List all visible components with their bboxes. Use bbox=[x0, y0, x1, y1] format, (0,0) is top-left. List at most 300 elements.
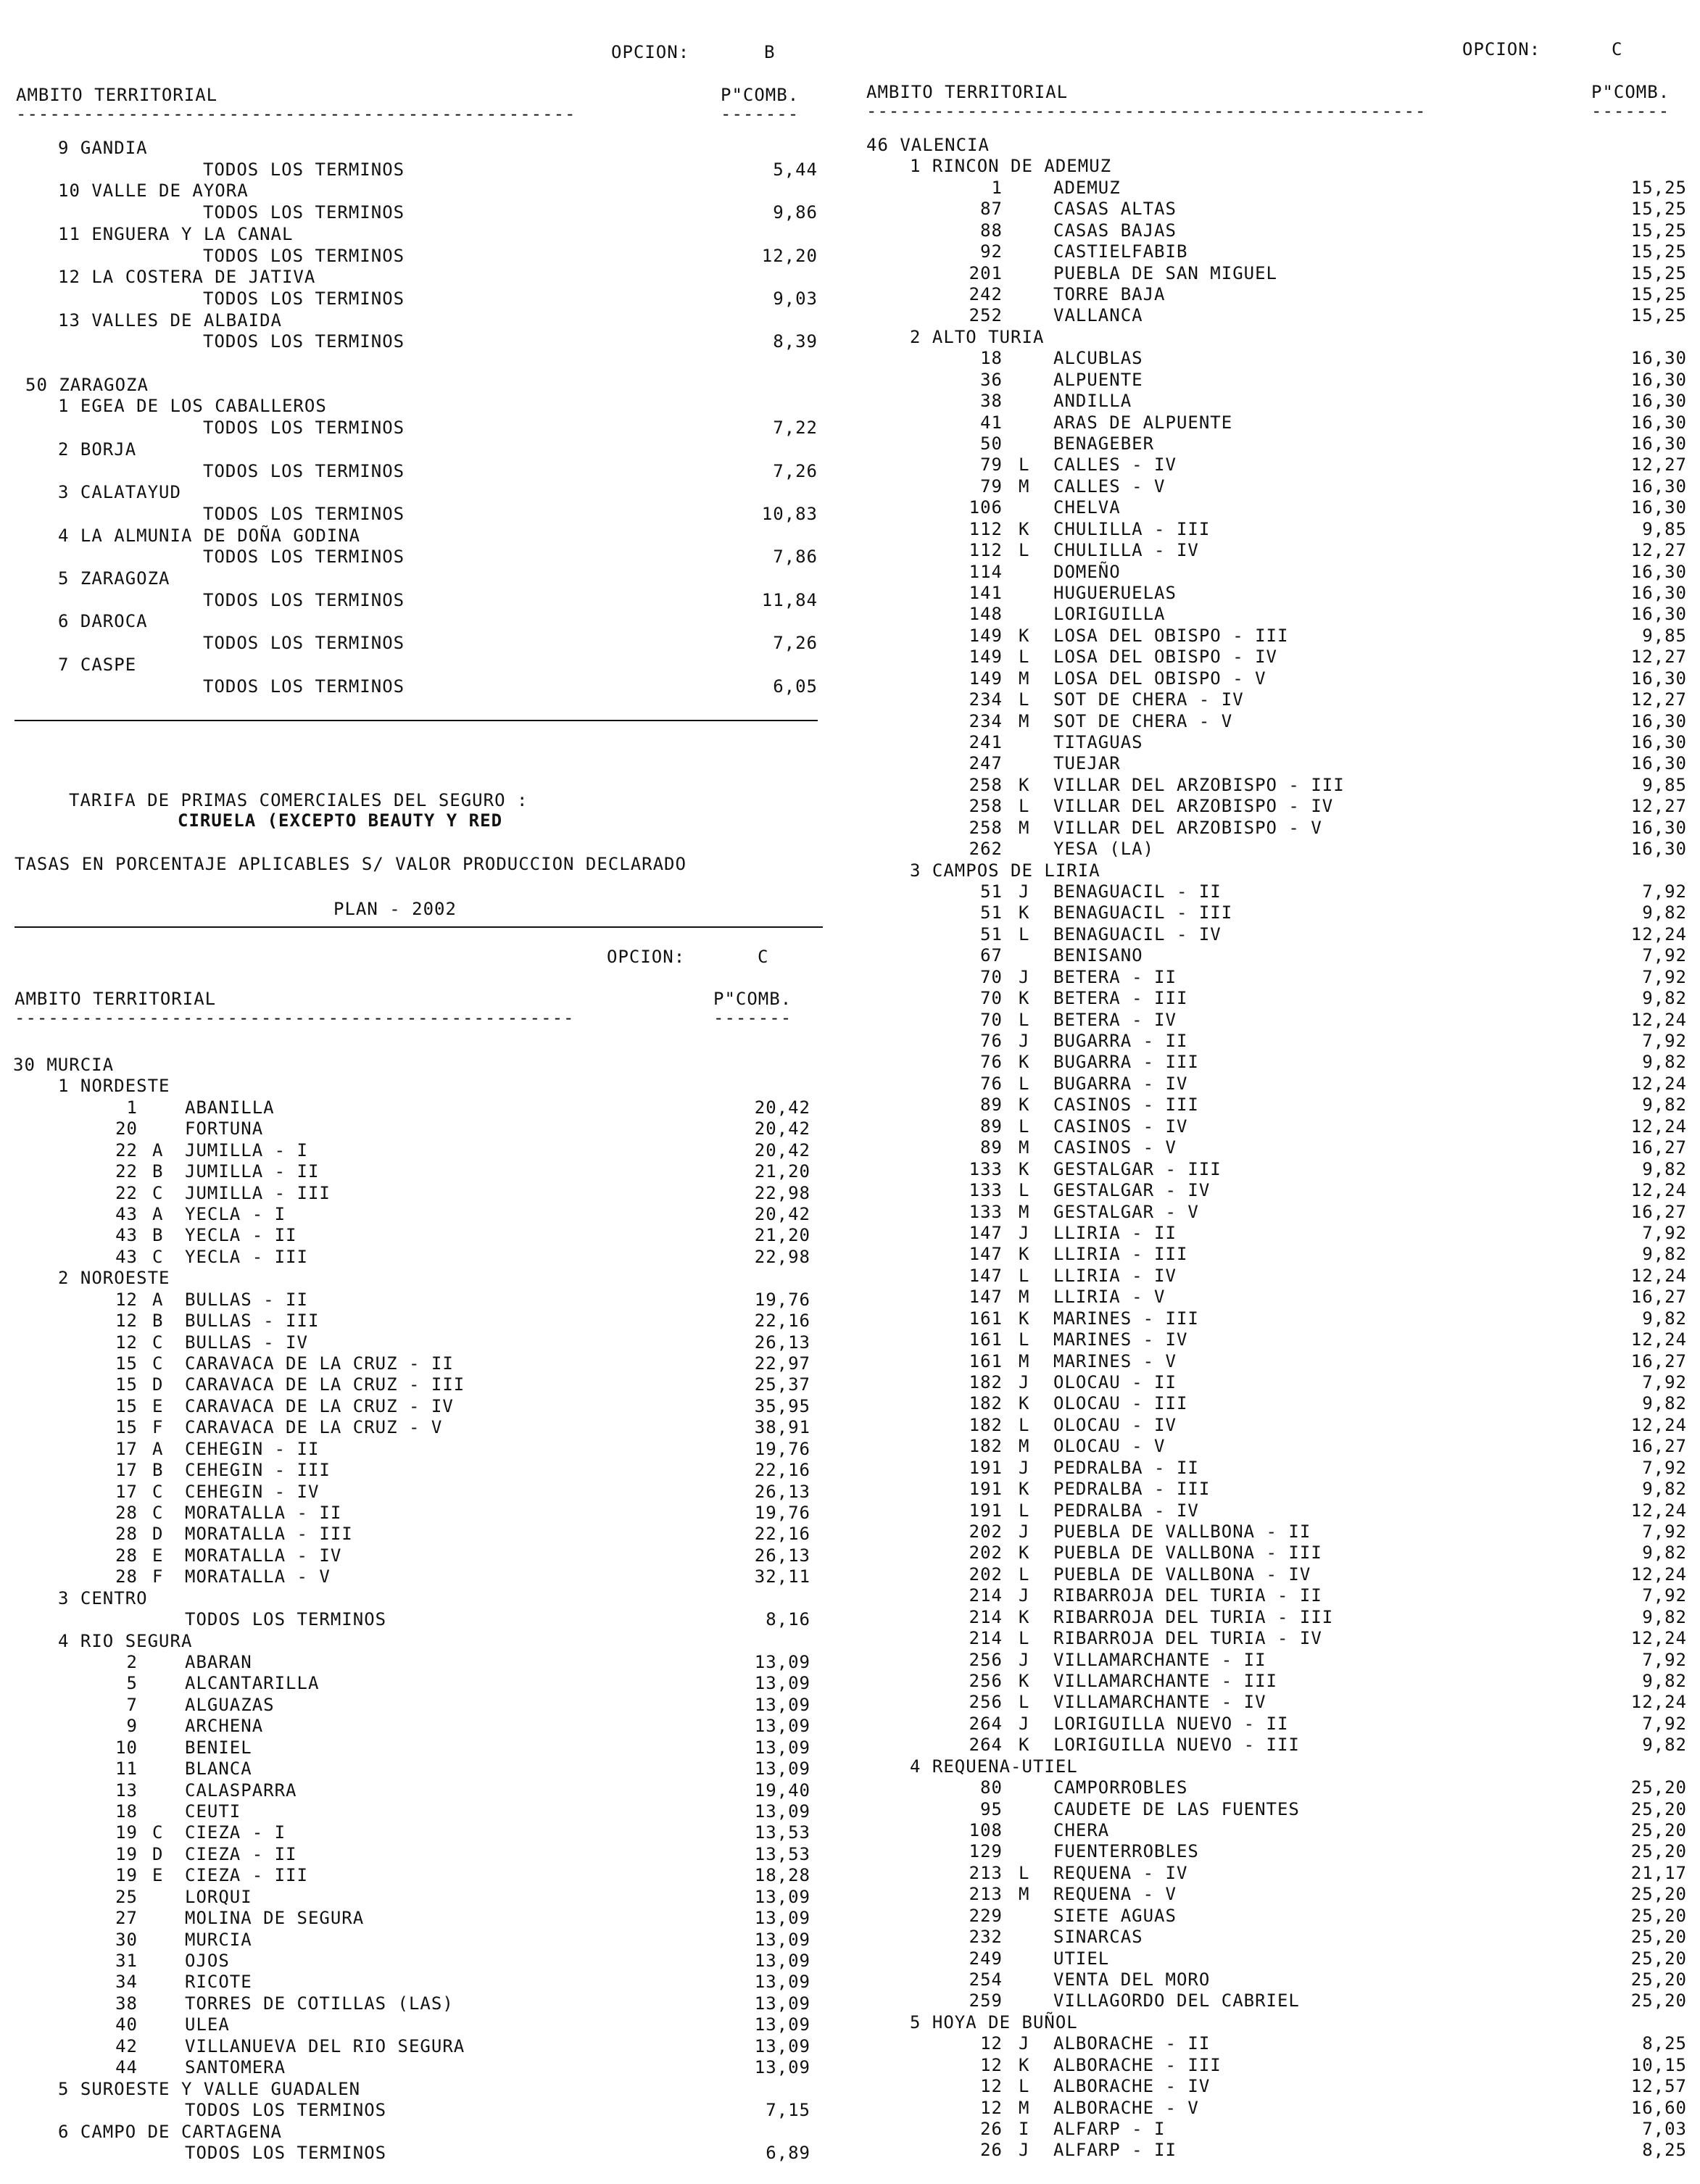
municipality-code: 70 bbox=[980, 988, 1003, 1009]
premium-rate: 12,24 bbox=[1630, 1628, 1687, 1649]
zone-suffix: J bbox=[1019, 1031, 1030, 1052]
premium-rate: 9,82 bbox=[1642, 1393, 1687, 1414]
municipality-name: ARAS DE ALPUENTE bbox=[1053, 412, 1233, 433]
zone-suffix: F bbox=[152, 1417, 164, 1438]
premium-rate: 13,09 bbox=[754, 1716, 810, 1737]
municipality-name: RIBARROJA DEL TURIA - III bbox=[1053, 1606, 1334, 1627]
zone-suffix: L bbox=[1019, 1180, 1030, 1201]
municipality-name: LLIRIA - V bbox=[1053, 1287, 1166, 1308]
table-row bbox=[0, 1332, 810, 1354]
premium-rate: 12,57 bbox=[1630, 2076, 1687, 2097]
municipality-code: 12 bbox=[980, 2054, 1003, 2075]
municipality-code: 50 bbox=[980, 433, 1003, 454]
table-row bbox=[866, 1650, 1687, 1672]
table-row bbox=[866, 1500, 1687, 1522]
table-row bbox=[0, 267, 818, 288]
premium-rate: 22,98 bbox=[754, 1246, 810, 1267]
table-row bbox=[866, 626, 1687, 647]
municipality-name: LORIGUILLA NUEVO - III bbox=[1053, 1735, 1300, 1756]
premium-rate: 16,30 bbox=[1630, 604, 1687, 625]
zone-suffix: M bbox=[1019, 2097, 1030, 2118]
municipality-name: ALBORACHE - V bbox=[1053, 2097, 1199, 2118]
municipality-code: 28 bbox=[115, 1566, 138, 1587]
municipality-code: 22 bbox=[115, 1139, 138, 1160]
table-row bbox=[0, 2014, 810, 2036]
table-row bbox=[866, 1052, 1687, 1074]
table-row bbox=[0, 1055, 810, 1076]
zone-suffix: K bbox=[1019, 902, 1030, 923]
municipality-name: VILLAGORDO DEL CABRIEL bbox=[1053, 1990, 1300, 2011]
zone-suffix: M bbox=[1019, 1201, 1030, 1222]
table-row bbox=[866, 348, 1687, 370]
municipality-name: CASINOS - III bbox=[1053, 1095, 1199, 1116]
table-row bbox=[0, 1482, 810, 1503]
premium-rate: 26,13 bbox=[754, 1481, 810, 1502]
municipality-code: 43 bbox=[115, 1225, 138, 1246]
municipality-name: BETERA - IV bbox=[1053, 1009, 1177, 1030]
municipality-code: 19 bbox=[115, 1822, 138, 1843]
municipality-code: 92 bbox=[980, 241, 1003, 262]
table-row bbox=[866, 497, 1687, 519]
municipality-code: 89 bbox=[980, 1137, 1003, 1158]
zone-suffix: M bbox=[1019, 1287, 1030, 1308]
table-row bbox=[866, 540, 1687, 562]
premium-rate: 12,24 bbox=[1630, 1564, 1687, 1585]
premium-rate: 16,30 bbox=[1630, 497, 1687, 518]
premium-rate: 16,30 bbox=[1630, 433, 1687, 454]
premium-rate: 16,30 bbox=[1630, 348, 1687, 369]
table-row bbox=[866, 327, 1687, 349]
table-row bbox=[866, 1607, 1687, 1629]
municipality-name: CASAS BAJAS bbox=[1053, 220, 1177, 241]
header-divider: ------- bbox=[1591, 101, 1670, 121]
municipality-name: CAUDETE DE LAS FUENTES bbox=[1053, 1798, 1300, 1819]
municipality-code: 15 bbox=[115, 1395, 138, 1416]
municipality-code: 70 bbox=[980, 966, 1003, 987]
premium-rate: 20,42 bbox=[754, 1139, 810, 1160]
table-row bbox=[0, 1887, 810, 1909]
table-row bbox=[0, 353, 818, 375]
zone-suffix: M bbox=[1019, 476, 1030, 497]
premium-rate: 12,24 bbox=[1630, 1329, 1687, 1350]
municipality-code: 11 bbox=[115, 1759, 138, 1780]
premium-rate: 21,20 bbox=[754, 1225, 810, 1246]
municipality-code: 28 bbox=[115, 1545, 138, 1566]
premium-rate: 7,92 bbox=[1642, 1649, 1687, 1670]
zone-suffix: B bbox=[152, 1460, 164, 1481]
table-row bbox=[0, 1118, 810, 1140]
municipality-code: 89 bbox=[980, 1116, 1003, 1137]
table-row bbox=[866, 391, 1687, 412]
table-row bbox=[866, 2012, 1687, 2034]
municipality-name: PUEBLA DE VALLBONA - III bbox=[1053, 1542, 1322, 1564]
table-row bbox=[866, 1884, 1687, 1906]
province-name: 46 VALENCIA bbox=[866, 135, 990, 155]
table-row bbox=[0, 2100, 810, 2122]
plan-divider bbox=[14, 926, 823, 928]
table-row bbox=[0, 1161, 810, 1183]
table-row bbox=[0, 2122, 810, 2143]
all-terms-label: TODOS LOS TERMINOS bbox=[203, 460, 405, 481]
municipality-code: 79 bbox=[980, 454, 1003, 476]
table-row bbox=[0, 2079, 810, 2101]
table-row bbox=[0, 1993, 810, 2015]
municipality-name: RIBARROJA DEL TURIA - II bbox=[1053, 1585, 1322, 1606]
option-label-c: OPCION: bbox=[607, 947, 686, 967]
premium-rate: 7,92 bbox=[1642, 966, 1687, 987]
municipality-code: 258 bbox=[969, 817, 1003, 838]
table-row bbox=[866, 1927, 1687, 1948]
premium-rate: 7,92 bbox=[1642, 1713, 1687, 1734]
premium-rate: 16,30 bbox=[1630, 817, 1687, 838]
municipality-name: OLOCAU - V bbox=[1053, 1436, 1166, 1457]
municipality-name: BENIEL bbox=[185, 1737, 252, 1758]
municipality-code: 256 bbox=[969, 1649, 1003, 1670]
municipality-code: 26 bbox=[980, 2140, 1003, 2161]
municipality-name: YESA (LA) bbox=[1053, 839, 1155, 860]
table-row bbox=[866, 1031, 1687, 1052]
premium-rate: 16,30 bbox=[1630, 668, 1687, 689]
municipality-code: 214 bbox=[969, 1585, 1003, 1606]
premium-rate: 12,27 bbox=[1630, 454, 1687, 476]
table-row bbox=[866, 1777, 1687, 1799]
zone-suffix: L bbox=[1019, 647, 1030, 668]
premium-rate: 13,09 bbox=[754, 1694, 810, 1715]
table-row bbox=[0, 1460, 810, 1482]
municipality-name: CALASPARRA bbox=[185, 1780, 297, 1801]
table-row bbox=[866, 1906, 1687, 1927]
municipality-name: VILLAR DEL ARZOBISPO - V bbox=[1053, 817, 1322, 838]
zone-suffix: L bbox=[1019, 540, 1030, 561]
premium-rate: 11,84 bbox=[761, 589, 818, 610]
all-terms-label: TODOS LOS TERMINOS bbox=[203, 633, 405, 654]
table-row bbox=[0, 1140, 810, 1162]
zone-suffix: L bbox=[1019, 1073, 1030, 1094]
municipality-name: TUEJAR bbox=[1053, 753, 1121, 774]
municipality-code: 13 bbox=[115, 1780, 138, 1801]
municipality-code: 249 bbox=[969, 1948, 1003, 1969]
zone-suffix: B bbox=[152, 1161, 164, 1182]
premium-rate: 25,37 bbox=[754, 1374, 810, 1395]
premium-rate: 13,53 bbox=[754, 1843, 810, 1864]
table-row bbox=[866, 1863, 1687, 1885]
premium-rate: 25,20 bbox=[1630, 1927, 1687, 1948]
municipality-name: VILLAR DEL ARZOBISPO - IV bbox=[1053, 796, 1334, 817]
zone-suffix: K bbox=[1019, 1052, 1030, 1073]
header-divider: -------------------------------------------------- bbox=[866, 101, 1427, 121]
zone-suffix: J bbox=[1019, 1521, 1030, 1542]
premium-rate: 9,82 bbox=[1642, 1095, 1687, 1116]
municipality-code: 202 bbox=[969, 1521, 1003, 1542]
table-row bbox=[866, 284, 1687, 306]
municipality-name: BENAGEBER bbox=[1053, 433, 1155, 454]
premium-rate: 12,27 bbox=[1630, 689, 1687, 710]
municipality-code: 17 bbox=[115, 1481, 138, 1502]
all-terms-label: TODOS LOS TERMINOS bbox=[203, 202, 405, 223]
municipality-code: 182 bbox=[969, 1393, 1003, 1414]
table-row bbox=[866, 1841, 1687, 1863]
header-prima: P"COMB. bbox=[713, 989, 792, 1009]
municipality-name: TITAGUAS bbox=[1053, 732, 1143, 753]
premium-rate: 25,20 bbox=[1630, 1798, 1687, 1819]
zone-suffix: C bbox=[152, 1246, 164, 1267]
table-row bbox=[866, 2033, 1687, 2055]
zone-suffix: J bbox=[1019, 881, 1030, 902]
municipality-name: VALLANCA bbox=[1053, 305, 1143, 326]
table-row bbox=[866, 135, 1687, 157]
municipality-code: 87 bbox=[980, 199, 1003, 220]
table-row bbox=[0, 655, 818, 676]
premium-rate: 15,25 bbox=[1630, 284, 1687, 304]
zone-suffix: M bbox=[1019, 1350, 1030, 1371]
table-row bbox=[866, 604, 1687, 626]
municipality-name: CIEZA - I bbox=[185, 1822, 286, 1843]
municipality-code: 149 bbox=[969, 668, 1003, 689]
municipality-code: 202 bbox=[969, 1564, 1003, 1585]
municipality-name: REQUENA - IV bbox=[1053, 1862, 1188, 1883]
municipality-name: BENAGUACIL - III bbox=[1053, 902, 1233, 923]
all-terms-label: TODOS LOS TERMINOS bbox=[203, 676, 405, 697]
table-row bbox=[866, 1137, 1687, 1159]
zone-suffix: K bbox=[1019, 2054, 1030, 2075]
table-row bbox=[866, 583, 1687, 605]
table-row bbox=[0, 202, 818, 224]
zone-suffix: C bbox=[152, 1353, 164, 1374]
premium-rate: 7,92 bbox=[1642, 1222, 1687, 1243]
zone-suffix: K bbox=[1019, 1244, 1030, 1265]
municipality-name: CEHEGIN - III bbox=[185, 1460, 331, 1481]
municipality-code: 214 bbox=[969, 1628, 1003, 1649]
header-ambito: AMBITO TERRITORIAL bbox=[866, 82, 1069, 102]
municipality-code: 18 bbox=[980, 348, 1003, 369]
municipality-code: 161 bbox=[969, 1350, 1003, 1371]
municipality-code: 19 bbox=[115, 1843, 138, 1864]
municipality-name: CEHEGIN - II bbox=[185, 1438, 320, 1459]
premium-rate: 7,92 bbox=[1642, 1585, 1687, 1606]
table-row bbox=[866, 263, 1687, 285]
zone-suffix: M bbox=[1019, 1436, 1030, 1457]
table-row bbox=[0, 1588, 810, 1610]
municipality-name: JUMILLA - II bbox=[185, 1161, 320, 1182]
zone-suffix: D bbox=[152, 1524, 164, 1545]
zone-suffix: J bbox=[1019, 2033, 1030, 2054]
premium-rate: 9,03 bbox=[773, 288, 818, 309]
municipality-name: MOLINA DE SEGURA bbox=[185, 1908, 365, 1929]
zone-suffix: M bbox=[1019, 710, 1030, 731]
municipality-code: 234 bbox=[969, 710, 1003, 731]
municipality-code: 1 bbox=[126, 1097, 138, 1118]
municipality-code: 43 bbox=[115, 1246, 138, 1267]
comarca-name: 1 NORDESTE bbox=[58, 1076, 170, 1097]
municipality-code: 2 bbox=[126, 1652, 138, 1673]
premium-rate: 12,24 bbox=[1630, 1500, 1687, 1521]
table-row bbox=[0, 1609, 810, 1631]
comarca-name: 9 GANDIA bbox=[58, 138, 148, 158]
municipality-name: LOSA DEL OBISPO - III bbox=[1053, 625, 1289, 646]
table-row bbox=[866, 711, 1687, 733]
table-row bbox=[866, 902, 1687, 924]
municipality-code: 133 bbox=[969, 1158, 1003, 1179]
municipality-name: VILLANUEVA DEL RIO SEGURA bbox=[185, 2035, 465, 2056]
tasas-note: TASAS EN PORCENTAJE APLICABLES S/ VALOR PRODUCCION DECLARADO bbox=[14, 854, 687, 874]
municipality-name: SINARCAS bbox=[1053, 1927, 1143, 1948]
table-row bbox=[866, 1393, 1687, 1415]
premium-rate: 7,92 bbox=[1642, 1521, 1687, 1542]
comarca-name: 13 VALLES DE ALBAIDA bbox=[58, 310, 282, 331]
municipality-name: PEDRALBA - IV bbox=[1053, 1500, 1199, 1521]
municipality-name: CASINOS - IV bbox=[1053, 1116, 1188, 1137]
option-label-c: OPCION: bbox=[1462, 39, 1541, 59]
table-row bbox=[866, 753, 1687, 775]
municipality-code: 161 bbox=[969, 1329, 1003, 1350]
municipality-name: PUEBLA DE VALLBONA - IV bbox=[1053, 1564, 1311, 1585]
zone-suffix: L bbox=[1019, 1862, 1030, 1883]
table-row bbox=[866, 1223, 1687, 1245]
municipality-code: 36 bbox=[980, 369, 1003, 390]
table-row bbox=[866, 1564, 1687, 1586]
table-row bbox=[866, 2098, 1687, 2119]
table-row bbox=[866, 1542, 1687, 1564]
table-row bbox=[866, 305, 1687, 327]
table-row bbox=[866, 454, 1687, 476]
table-row bbox=[866, 775, 1687, 797]
municipality-name: CIEZA - II bbox=[185, 1843, 297, 1864]
municipality-name: ALBORACHE - IV bbox=[1053, 2076, 1211, 2097]
zone-suffix: C bbox=[152, 1481, 164, 1502]
zone-suffix: C bbox=[152, 1182, 164, 1203]
municipality-name: GESTALGAR - IV bbox=[1053, 1180, 1211, 1201]
zone-suffix: L bbox=[1019, 923, 1030, 944]
municipality-code: 76 bbox=[980, 1031, 1003, 1052]
municipality-name: JUMILLA - I bbox=[185, 1139, 308, 1160]
premium-rate: 13,09 bbox=[754, 1886, 810, 1907]
premium-rate: 9,82 bbox=[1642, 1244, 1687, 1265]
municipality-code: 51 bbox=[980, 881, 1003, 902]
table-row bbox=[0, 461, 818, 483]
premium-rate: 12,27 bbox=[1630, 540, 1687, 561]
premium-rate: 26,13 bbox=[754, 1332, 810, 1353]
premium-rate: 15,25 bbox=[1630, 262, 1687, 283]
table-row bbox=[866, 732, 1687, 754]
premium-rate: 12,24 bbox=[1630, 1414, 1687, 1435]
premium-rate: 13,09 bbox=[754, 1759, 810, 1780]
premium-rate: 9,86 bbox=[773, 202, 818, 223]
premium-rate: 16,30 bbox=[1630, 732, 1687, 753]
municipality-code: 44 bbox=[115, 2057, 138, 2078]
zone-suffix: K bbox=[1019, 518, 1030, 539]
table-row bbox=[866, 562, 1687, 584]
municipality-name: BENAGUACIL - IV bbox=[1053, 923, 1222, 944]
municipality-code: 133 bbox=[969, 1180, 1003, 1201]
table-row bbox=[0, 2036, 810, 2058]
municipality-code: 51 bbox=[980, 923, 1003, 944]
table-row bbox=[0, 331, 818, 353]
zone-suffix: M bbox=[1019, 817, 1030, 838]
comarca-name: 2 BORJA bbox=[58, 439, 137, 460]
municipality-code: 141 bbox=[969, 583, 1003, 604]
municipality-code: 149 bbox=[969, 625, 1003, 646]
municipality-name: OJOS bbox=[185, 1951, 230, 1972]
municipality-name: MORATALLA - III bbox=[185, 1524, 353, 1545]
all-terms-label: TODOS LOS TERMINOS bbox=[203, 589, 405, 610]
premium-rate: 13,09 bbox=[754, 1929, 810, 1950]
table-row bbox=[866, 2119, 1687, 2141]
table-row bbox=[0, 1204, 810, 1226]
province-name: 30 MURCIA bbox=[13, 1055, 115, 1075]
municipality-code: 112 bbox=[969, 518, 1003, 539]
table-row bbox=[0, 1951, 810, 1972]
zone-suffix: A bbox=[152, 1139, 164, 1160]
municipality-name: BUGARRA - III bbox=[1053, 1052, 1199, 1073]
table-row bbox=[866, 1202, 1687, 1224]
table-row bbox=[866, 370, 1687, 391]
municipality-code: 108 bbox=[969, 1819, 1003, 1840]
municipality-name: LORIGUILLA NUEVO - II bbox=[1053, 1713, 1289, 1734]
table-row bbox=[0, 1759, 810, 1780]
municipality-name: OLOCAU - II bbox=[1053, 1371, 1177, 1392]
table-row bbox=[0, 1780, 810, 1802]
table-row bbox=[0, 1844, 810, 1866]
premium-rate: 7,92 bbox=[1642, 1031, 1687, 1052]
premium-rate: 16,27 bbox=[1630, 1436, 1687, 1457]
table-row bbox=[866, 860, 1687, 882]
table-row bbox=[0, 1716, 810, 1737]
municipality-code: 12 bbox=[115, 1289, 138, 1310]
zone-suffix: K bbox=[1019, 988, 1030, 1009]
municipality-name: MARINES - IV bbox=[1053, 1329, 1188, 1350]
municipality-name: VILLAMARCHANTE - II bbox=[1053, 1649, 1266, 1670]
table-row bbox=[0, 504, 818, 526]
premium-rate: 16,30 bbox=[1630, 753, 1687, 774]
all-terms-label: TODOS LOS TERMINOS bbox=[203, 503, 405, 524]
municipality-name: FORTUNA bbox=[185, 1118, 264, 1139]
table-row bbox=[866, 668, 1687, 690]
premium-rate: 16,30 bbox=[1630, 369, 1687, 390]
premium-rate: 16,30 bbox=[1630, 561, 1687, 582]
zone-suffix: L bbox=[1019, 796, 1030, 817]
municipality-code: 19 bbox=[115, 1865, 138, 1886]
premium-rate: 9,82 bbox=[1642, 1308, 1687, 1329]
zone-suffix: L bbox=[1019, 1009, 1030, 1030]
premium-rate: 22,16 bbox=[754, 1524, 810, 1545]
municipality-name: CARAVACA DE LA CRUZ - II bbox=[185, 1353, 454, 1374]
table-row bbox=[0, 375, 818, 396]
premium-rate: 7,26 bbox=[773, 633, 818, 654]
municipality-name: BUGARRA - II bbox=[1053, 1031, 1188, 1052]
municipality-name: BULLAS - III bbox=[185, 1311, 320, 1332]
premium-rate: 9,82 bbox=[1642, 1670, 1687, 1691]
table-row bbox=[866, 2055, 1687, 2077]
municipality-code: 213 bbox=[969, 1884, 1003, 1905]
municipality-name: FUENTERROBLES bbox=[1053, 1841, 1199, 1862]
comarca-name: 2 ALTO TURIA bbox=[910, 326, 1045, 347]
zone-suffix: A bbox=[152, 1438, 164, 1459]
premium-rate: 9,82 bbox=[1642, 1052, 1687, 1073]
premium-rate: 22,98 bbox=[754, 1182, 810, 1203]
municipality-name: PEDRALBA - III bbox=[1053, 1479, 1211, 1500]
municipality-code: 264 bbox=[969, 1735, 1003, 1756]
municipality-name: SOT DE CHERA - IV bbox=[1053, 689, 1244, 710]
premium-rate: 9,82 bbox=[1642, 1542, 1687, 1564]
municipality-code: 7 bbox=[126, 1694, 138, 1715]
municipality-code: 1 bbox=[991, 177, 1003, 198]
municipality-code: 88 bbox=[980, 220, 1003, 241]
premium-rate: 7,92 bbox=[1642, 1457, 1687, 1478]
zone-suffix: M bbox=[1019, 668, 1030, 689]
municipality-name: MORATALLA - II bbox=[185, 1503, 342, 1524]
zone-suffix: L bbox=[1019, 689, 1030, 710]
municipality-code: 67 bbox=[980, 945, 1003, 966]
